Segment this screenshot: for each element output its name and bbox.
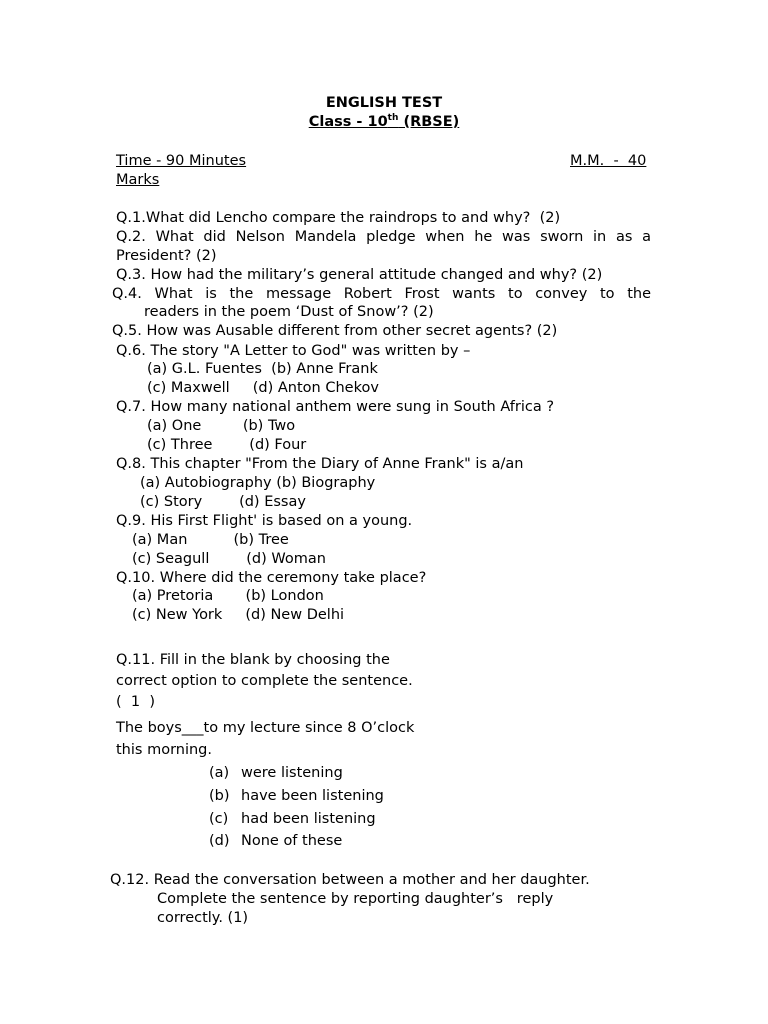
question-9: Q.9. His First Flight' is based on a young. (116, 513, 413, 529)
option-text: have been listening (241, 788, 384, 804)
question-7-options-cd: (c) Three (d) Four (147, 437, 307, 453)
question-11-option-b (209, 787, 384, 805)
question-10-options-ab: (a) Pretoria (b) London (132, 588, 324, 604)
question-11-option-c (209, 810, 376, 828)
class-line (0, 113, 768, 131)
question-12-line-3: correctly. (1) (157, 910, 249, 926)
question-12-line-2: Complete the sentence by reporting daughter’s reply (157, 891, 554, 907)
option-label: (c) (209, 811, 229, 827)
option-text: were listening (241, 765, 343, 781)
option-label: (d) (209, 833, 230, 849)
question-2-line-2: President? (2) (116, 248, 217, 264)
question-8: Q.8. This chapter "From the Diary of Anne Frank" is a/an (116, 456, 524, 472)
question-2-line-1: Q.2. What did Nelson Mandela pledge when he was sworn in as a (116, 229, 651, 245)
question-3: Q.3. How had the military’s general attitude changed and why? (2) (116, 267, 603, 283)
question-11-option-a (209, 764, 343, 782)
question-11-sentence-2: this morning. (116, 742, 212, 758)
question-11-line-1: Q.11. Fill in the blank by choosing the (116, 652, 390, 668)
question-11-sentence-1: The boys___to my lecture since 8 O’clock (116, 720, 415, 736)
question-9-options-cd: (c) Seagull (d) Woman (132, 551, 326, 567)
time-label: Time - 90 Minutes (116, 153, 247, 169)
question-1: Q.1.What did Lencho compare the raindrops to and why? (2) (116, 210, 561, 226)
question-12-line-1: Q.12. Read the conversation between a mother and her daughter. (110, 872, 590, 888)
question-10-options-cd: (c) New York (d) New Delhi (132, 607, 345, 623)
question-8-options-ab: (a) Autobiography (b) Biography (140, 475, 376, 491)
question-11-marks: ( 1 ) (116, 694, 155, 710)
option-label: (a) (209, 765, 230, 781)
question-11-option-d (209, 832, 343, 850)
question-5: Q.5. How was Ausable different from other secret agents? (2) (112, 323, 558, 339)
class-suffix: (RBSE) (398, 114, 460, 130)
question-10: Q.10. Where did the ceremony take place? (116, 570, 427, 586)
question-6: Q.6. The story "A Letter to God" was written by – (116, 343, 471, 359)
option-text: None of these (241, 833, 343, 849)
class-superscript: th (387, 113, 399, 124)
max-marks-label: M.M. - 40 (570, 153, 647, 169)
test-title: ENGLISH TEST (325, 95, 443, 111)
class-prefix: Class - 10 (308, 114, 388, 130)
question-4-line-1: Q.4. What is the message Robert Frost wants to convey to the (112, 286, 651, 302)
question-6-options-ab: (a) G.L. Fuentes (b) Anne Frank (147, 361, 378, 377)
question-7-options-ab: (a) One (b) Two (147, 418, 296, 434)
question-8-options-cd: (c) Story (d) Essay (140, 494, 306, 510)
question-11-line-2: correct option to complete the sentence. (116, 673, 413, 689)
question-6-options-cd: (c) Maxwell (d) Anton Chekov (147, 380, 379, 396)
question-7: Q.7. How many national anthem were sung in South Africa ? (116, 399, 555, 415)
question-9-options-ab: (a) Man (b) Tree (132, 532, 289, 548)
question-4-line-2: readers in the poem ‘Dust of Snow’? (2) (144, 304, 434, 320)
option-text: had been listening (241, 811, 376, 827)
option-label: (b) (209, 788, 230, 804)
marks-continuation: Marks (116, 172, 160, 188)
